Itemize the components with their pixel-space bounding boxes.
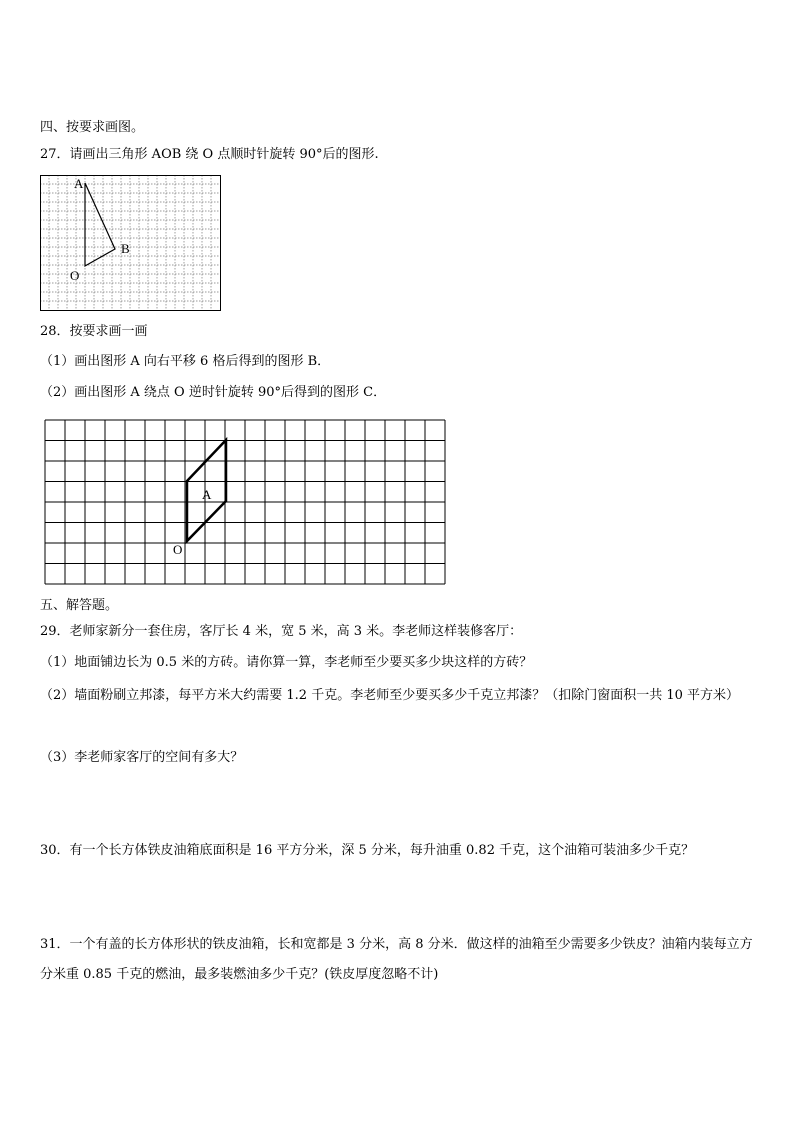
question-30-text: 30．有一个长方体铁皮油箱底面积是 16 平方分米，深 5 分米，每升油重 0.82 千克，这个油箱可装油多少千克？	[40, 843, 695, 858]
question-28-text: 28．按要求画一画	[40, 324, 148, 339]
question-29-part-1: （1）地面铺边长为 0.5 米的方砖。请你算一算，李老师至少要买多少块这样的方砖？	[40, 655, 533, 670]
question-27-text: 27．请画出三角形 AOB 绕 O 点顺时针旋转 90°后的图形.	[40, 147, 379, 162]
section-4-heading: 四、按要求画图。	[40, 120, 145, 135]
triangle-aob	[85, 183, 115, 266]
section-5-heading: 五、解答题。	[40, 598, 119, 613]
label-o: O	[70, 268, 80, 283]
question-29-text: 29．老师家新分一套住房，客厅长 4 米，宽 5 米，高 3 米。李老师这样装修客厅：	[40, 624, 523, 639]
q28-grid-figure	[44, 419, 446, 586]
question-29-part-3: （3）李老师家客厅的空间有多大？	[40, 750, 244, 765]
label-a: A	[202, 487, 212, 502]
question-29-part-2: （2）墙面粉刷立邦漆，每平方米大约需要 1.2 千克。李老师至少要买多少千克立邦漆？（扣除门窗面积一共 10 平方米）	[40, 688, 740, 703]
q27-grid-figure	[40, 175, 221, 311]
label-a: A	[74, 176, 84, 191]
label-o: O	[173, 542, 183, 557]
question-28-part-2: （2）画出图形 A 绕点 O 逆时针旋转 90°后得到的图形 C．	[40, 385, 387, 400]
question-31-text: 31．一个有盖的长方体形状的铁皮油箱，长和宽都是 3 分米，高 8 分米．做这样的油箱至少需要多少铁皮？油箱内装每立方分米重 0.85 千克的燃油，最多装燃油多少千克？(铁皮厚度忽略不计)	[40, 937, 753, 982]
label-b: B	[121, 241, 130, 256]
question-28-part-1: （1）画出图形 A 向右平移 6 格后得到的图形 B．	[40, 354, 331, 369]
